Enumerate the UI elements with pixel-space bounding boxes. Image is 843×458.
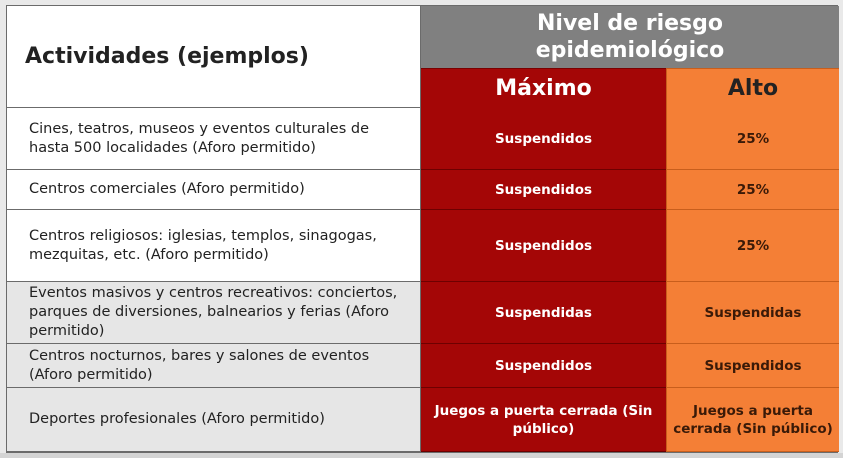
- alto-cell: Suspendidas: [666, 282, 839, 344]
- risk-table: [6, 5, 838, 453]
- alto-cell: 25%: [666, 170, 839, 210]
- alto-cell: Suspendidos: [666, 344, 839, 388]
- maximo-cell: Suspendidos: [421, 170, 666, 210]
- activity-cell: Centros comerciales (Aforo permitido): [7, 170, 421, 210]
- activities-header: Actividades (ejemplos): [7, 6, 421, 108]
- activity-cell: Centros nocturnos, bares y salones de eventos (Aforo permitido): [7, 344, 421, 388]
- activity-cell: Deportes profesionales (Aforo permitido): [7, 388, 421, 452]
- alto-cell: 25%: [666, 210, 839, 282]
- alto-cell: 25%: [666, 108, 839, 170]
- maximo-cell: Suspendidos: [421, 108, 666, 170]
- risk-header-line2: epidemiológico: [535, 38, 725, 63]
- column-header-alto: Alto: [666, 68, 839, 108]
- activity-cell: Centros religiosos: iglesias, templos, sinagogas, mezquitas, etc. (Aforo permitido): [7, 210, 421, 282]
- risk-level-header: [421, 6, 839, 68]
- maximo-cell: Juegos a puerta cerrada (Sin público): [421, 388, 666, 452]
- risk-header-line1: Nivel de riesgo: [536, 11, 723, 36]
- column-header-maximo: Máximo: [421, 68, 666, 108]
- alto-cell: Juegos a puerta cerrada (Sin público): [666, 388, 839, 452]
- bottom-strip: [0, 453, 843, 458]
- maximo-cell: Suspendidos: [421, 210, 666, 282]
- maximo-cell: Suspendidas: [421, 282, 666, 344]
- activity-cell: Cines, teatros, museos y eventos culturales de hasta 500 localidades (Aforo permitido): [7, 108, 421, 170]
- activity-cell: Eventos masivos y centros recreativos: conciertos, parques de diversiones, balnearios y ferias (Aforo permitido): [7, 282, 421, 344]
- maximo-cell: Suspendidos: [421, 344, 666, 388]
